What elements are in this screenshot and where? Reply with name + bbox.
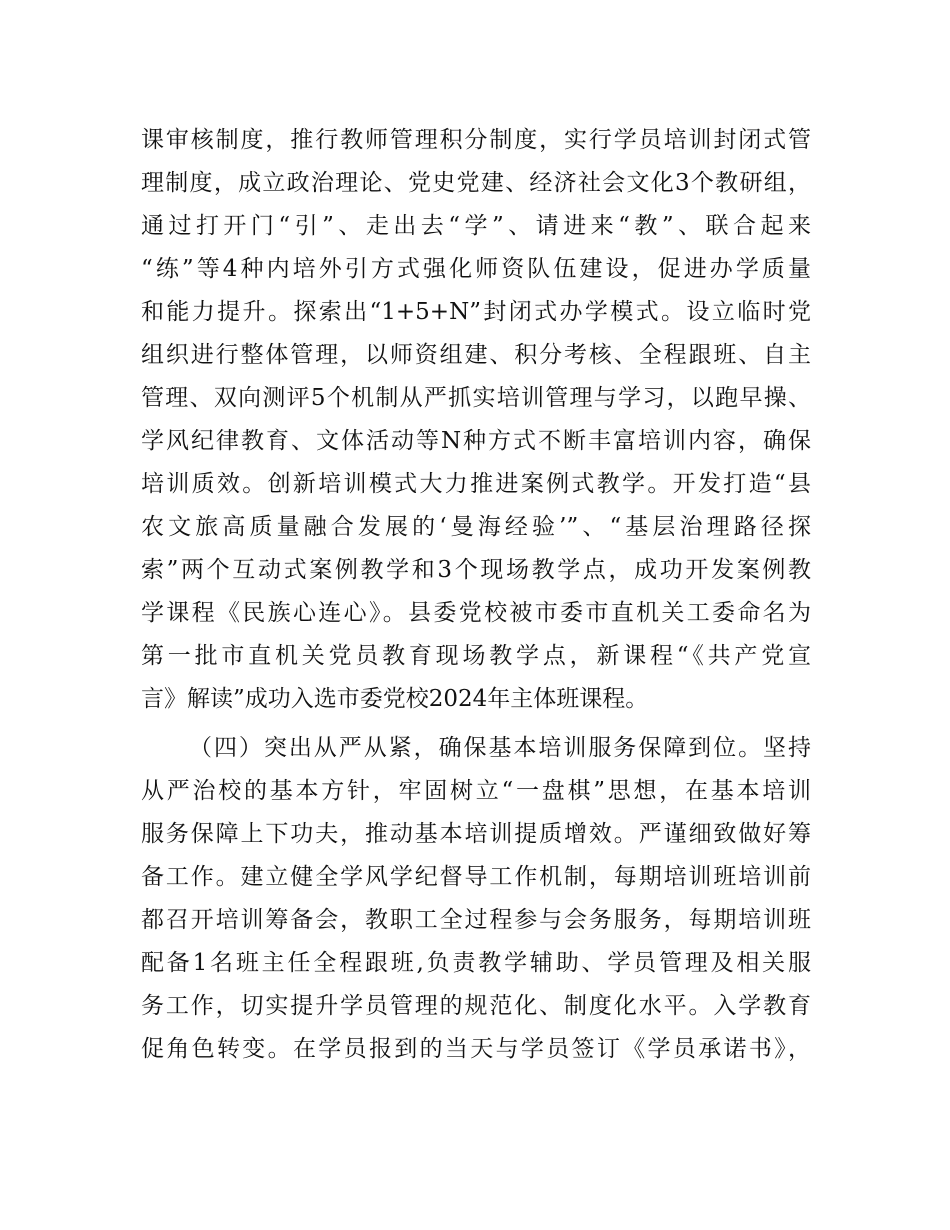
body-text-line: “练”等4种内培外引方式强化师资队伍建设，促进办学质量 [141, 256, 811, 282]
body-text-line: 促角色转变。在学员报到的当天与学员签订《学员承诺书》， [141, 1036, 811, 1062]
body-text-line: 管理、双向测评5个机制从严抓实培训管理与学习，以跑早操、 [141, 385, 811, 411]
body-text-line: 配备1名班主任全程跟班,负责教学辅助、学员管理及相关服 [141, 950, 811, 976]
body-text-line: 从严治校的基本方针，牢固树立“一盘棋”思想，在基本培训 [141, 778, 811, 804]
body-text-line: 索”两个互动式案例教学和3个现场教学点，成功开发案例教 [141, 557, 811, 583]
body-text-line: 言》解读”成功入选市委党校2024年主体班课程。 [141, 686, 649, 712]
body-text-line: 都召开培训筹备会，教职工全过程参与会务服务，每期培训班 [141, 907, 811, 933]
body-text-line: 务工作，切实提升学员管理的规范化、制度化水平。入学教育 [141, 993, 811, 1019]
body-text-line: 培训质效。创新培训模式大力推进案例式教学。开发打造“县 [141, 471, 811, 497]
body-text-line: 学课程《民族心连心》。县委党校被市委市直机关工委命名为 [141, 600, 811, 626]
body-text-line: 组织进行整体管理，以师资组建、积分考核、全程跟班、自主 [141, 342, 811, 368]
body-text-line: 第一批市直机关党员教育现场教学点，新课程“《共产党宣 [141, 643, 811, 669]
section-heading-line: （四）突出从严从紧，确保基本培训服务保障到位。坚持 [189, 735, 811, 761]
body-text-line: 服务保障上下功夫，推动基本培训提质增效。严谨细致做好筹 [141, 821, 811, 847]
body-text-line: 学风纪律教育、文体活动等N种方式不断丰富培训内容，确保 [141, 428, 811, 454]
body-text-line: 课审核制度，推行教师管理积分制度，实行学员培训封闭式管 [141, 127, 811, 153]
body-text-line: 和能力提升。探索出“1+5+N”封闭式办学模式。设立临时党 [141, 299, 811, 325]
body-text-line: 备工作。建立健全学风学纪督导工作机制，每期培训班培训前 [141, 864, 811, 890]
body-text-line: 理制度，成立政治理论、党史党建、经济社会文化3个教研组， [141, 170, 811, 196]
body-text-line: 通过打开门“引”、走出去“学”、请进来“教”、联合起来 [141, 213, 811, 239]
body-text-line: 农文旅高质量融合发展的‘曼海经验’”、“基层治理路径探 [141, 514, 811, 540]
